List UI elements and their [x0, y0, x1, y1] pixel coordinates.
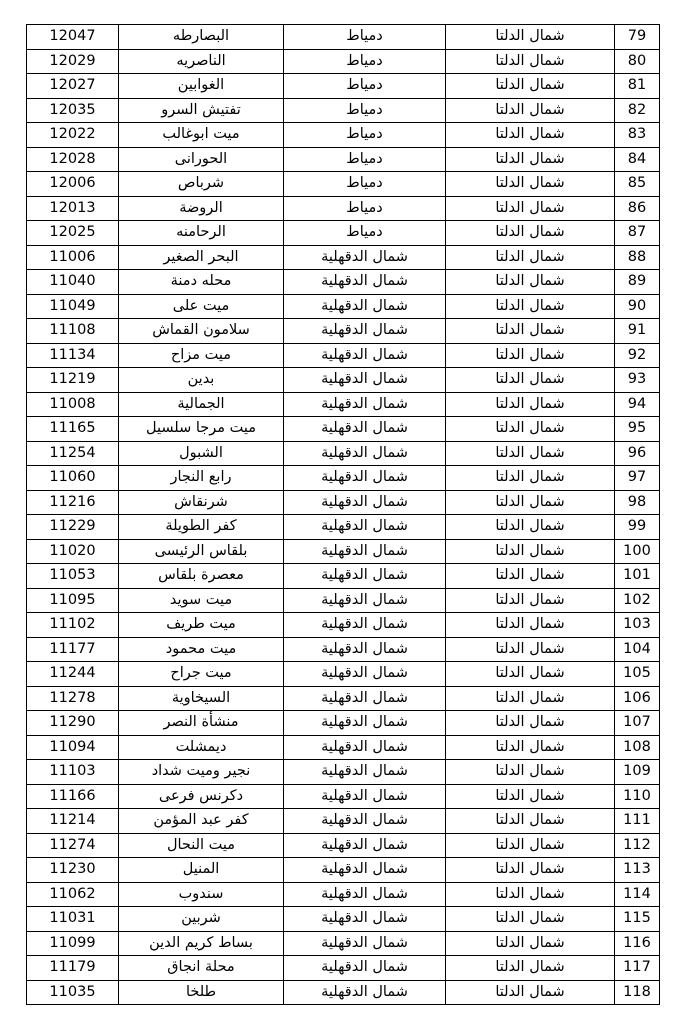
- table-row: [27, 809, 660, 834]
- locations-table: [26, 24, 660, 1005]
- table-row: [27, 270, 660, 295]
- cell-name: نجير وميت شداد: [119, 760, 284, 785]
- table-row: [27, 319, 660, 344]
- cell-number: 99: [615, 515, 660, 540]
- cell-name: محله دمنة: [119, 270, 284, 295]
- cell-code: 11006: [27, 245, 119, 270]
- table-row: [27, 147, 660, 172]
- cell-code: 11177: [27, 637, 119, 662]
- cell-code: 11214: [27, 809, 119, 834]
- cell-number: 109: [615, 760, 660, 785]
- cell-code: 11040: [27, 270, 119, 295]
- cell-code: 11053: [27, 564, 119, 589]
- table-row: [27, 539, 660, 564]
- cell-region: شمال الدلتا: [446, 123, 615, 148]
- table-row: [27, 956, 660, 981]
- cell-number: 97: [615, 466, 660, 491]
- cell-name: بساط كريم الدين: [119, 931, 284, 956]
- cell-governorate: شمال الدقهلية: [284, 784, 446, 809]
- cell-name: الناصريه: [119, 49, 284, 74]
- cell-code: 11179: [27, 956, 119, 981]
- cell-governorate: شمال الدقهلية: [284, 637, 446, 662]
- cell-code: 11102: [27, 613, 119, 638]
- table-row: [27, 196, 660, 221]
- cell-governorate: شمال الدقهلية: [284, 613, 446, 638]
- cell-name: دكرنس فرعى: [119, 784, 284, 809]
- cell-governorate: شمال الدقهلية: [284, 515, 446, 540]
- cell-region: شمال الدلتا: [446, 74, 615, 99]
- cell-number: 117: [615, 956, 660, 981]
- cell-region: شمال الدلتا: [446, 956, 615, 981]
- cell-name: شرنقاش: [119, 490, 284, 515]
- table-row: [27, 784, 660, 809]
- cell-region: شمال الدلتا: [446, 294, 615, 319]
- table-row: [27, 49, 660, 74]
- cell-governorate: شمال الدقهلية: [284, 441, 446, 466]
- cell-governorate: شمال الدقهلية: [284, 809, 446, 834]
- cell-region: شمال الدلتا: [446, 490, 615, 515]
- cell-region: شمال الدلتا: [446, 833, 615, 858]
- cell-code: 12029: [27, 49, 119, 74]
- cell-number: 111: [615, 809, 660, 834]
- cell-number: 110: [615, 784, 660, 809]
- cell-name: ميت النحال: [119, 833, 284, 858]
- cell-name: تفتيش السرو: [119, 98, 284, 123]
- cell-name: رابع النجار: [119, 466, 284, 491]
- cell-number: 82: [615, 98, 660, 123]
- cell-name: ميت طريف: [119, 613, 284, 638]
- cell-number: 106: [615, 686, 660, 711]
- cell-code: 12028: [27, 147, 119, 172]
- cell-region: شمال الدلتا: [446, 809, 615, 834]
- cell-region: شمال الدلتا: [446, 613, 615, 638]
- cell-code: 12022: [27, 123, 119, 148]
- cell-name: ميت سويد: [119, 588, 284, 613]
- cell-number: 98: [615, 490, 660, 515]
- cell-region: شمال الدلتا: [446, 931, 615, 956]
- cell-name: ميت ابوغالب: [119, 123, 284, 148]
- cell-name: البصارطه: [119, 25, 284, 50]
- table-row: [27, 907, 660, 932]
- cell-code: 11108: [27, 319, 119, 344]
- cell-governorate: شمال الدقهلية: [284, 245, 446, 270]
- table-row: [27, 711, 660, 736]
- cell-code: 11274: [27, 833, 119, 858]
- cell-name: البحر الصغير: [119, 245, 284, 270]
- cell-governorate: شمال الدقهلية: [284, 980, 446, 1005]
- cell-name: منشأة النصر: [119, 711, 284, 736]
- cell-name: سندوب: [119, 882, 284, 907]
- cell-name: المنيل: [119, 858, 284, 883]
- cell-number: 91: [615, 319, 660, 344]
- cell-name: محلة انجاق: [119, 956, 284, 981]
- cell-code: 11254: [27, 441, 119, 466]
- cell-name: كفر الطويلة: [119, 515, 284, 540]
- cell-code: 11216: [27, 490, 119, 515]
- cell-number: 83: [615, 123, 660, 148]
- cell-region: شمال الدلتا: [446, 147, 615, 172]
- cell-number: 101: [615, 564, 660, 589]
- cell-number: 84: [615, 147, 660, 172]
- cell-region: شمال الدلتا: [446, 882, 615, 907]
- table-row: [27, 686, 660, 711]
- table-body: [27, 25, 660, 1005]
- table-row: [27, 980, 660, 1005]
- cell-region: شمال الدلتا: [446, 392, 615, 417]
- cell-code: 11219: [27, 368, 119, 393]
- cell-region: شمال الدلتا: [446, 221, 615, 246]
- cell-governorate: دمياط: [284, 74, 446, 99]
- cell-number: 86: [615, 196, 660, 221]
- cell-governorate: شمال الدقهلية: [284, 735, 446, 760]
- cell-code: 12025: [27, 221, 119, 246]
- table-row: [27, 882, 660, 907]
- cell-code: 11094: [27, 735, 119, 760]
- cell-code: 11230: [27, 858, 119, 883]
- cell-name: الرحامنه: [119, 221, 284, 246]
- cell-number: 85: [615, 172, 660, 197]
- table-row: [27, 735, 660, 760]
- cell-governorate: شمال الدقهلية: [284, 931, 446, 956]
- cell-governorate: دمياط: [284, 147, 446, 172]
- table-row: [27, 123, 660, 148]
- table-row: [27, 637, 660, 662]
- cell-name: ميت جراح: [119, 662, 284, 687]
- cell-region: شمال الدلتا: [446, 858, 615, 883]
- cell-governorate: دمياط: [284, 25, 446, 50]
- table-row: [27, 588, 660, 613]
- table-row: [27, 25, 660, 50]
- cell-name: كفر عبد المؤمن: [119, 809, 284, 834]
- table-row: [27, 760, 660, 785]
- cell-name: ديمشلت: [119, 735, 284, 760]
- table-row: [27, 221, 660, 246]
- cell-code: 11095: [27, 588, 119, 613]
- cell-governorate: شمال الدقهلية: [284, 294, 446, 319]
- cell-governorate: شمال الدقهلية: [284, 907, 446, 932]
- cell-governorate: دمياط: [284, 49, 446, 74]
- cell-number: 92: [615, 343, 660, 368]
- cell-name: ميت محمود: [119, 637, 284, 662]
- cell-region: شمال الدلتا: [446, 343, 615, 368]
- cell-region: شمال الدلتا: [446, 172, 615, 197]
- cell-number: 113: [615, 858, 660, 883]
- cell-name: شربين: [119, 907, 284, 932]
- cell-governorate: شمال الدقهلية: [284, 956, 446, 981]
- cell-number: 94: [615, 392, 660, 417]
- cell-name: شرباص: [119, 172, 284, 197]
- cell-governorate: شمال الدقهلية: [284, 368, 446, 393]
- cell-governorate: شمال الدقهلية: [284, 392, 446, 417]
- cell-name: ميت على: [119, 294, 284, 319]
- cell-governorate: دمياط: [284, 196, 446, 221]
- cell-region: شمال الدلتا: [446, 686, 615, 711]
- cell-governorate: شمال الدقهلية: [284, 760, 446, 785]
- cell-region: شمال الدلتا: [446, 564, 615, 589]
- cell-name: معصرة بلقاس: [119, 564, 284, 589]
- cell-number: 95: [615, 417, 660, 442]
- cell-code: 11166: [27, 784, 119, 809]
- cell-number: 87: [615, 221, 660, 246]
- cell-number: 100: [615, 539, 660, 564]
- table-row: [27, 490, 660, 515]
- table-row: [27, 564, 660, 589]
- cell-code: 12047: [27, 25, 119, 50]
- cell-governorate: شمال الدقهلية: [284, 417, 446, 442]
- cell-governorate: شمال الدقهلية: [284, 686, 446, 711]
- cell-name: الشبول: [119, 441, 284, 466]
- cell-number: 93: [615, 368, 660, 393]
- cell-code: 11020: [27, 539, 119, 564]
- cell-governorate: شمال الدقهلية: [284, 343, 446, 368]
- cell-region: شمال الدلتا: [446, 368, 615, 393]
- cell-governorate: شمال الدقهلية: [284, 882, 446, 907]
- cell-code: 12035: [27, 98, 119, 123]
- cell-governorate: شمال الدقهلية: [284, 858, 446, 883]
- cell-region: شمال الدلتا: [446, 25, 615, 50]
- cell-number: 103: [615, 613, 660, 638]
- table-row: [27, 74, 660, 99]
- cell-name: الروضة: [119, 196, 284, 221]
- cell-number: 81: [615, 74, 660, 99]
- cell-number: 90: [615, 294, 660, 319]
- cell-governorate: دمياط: [284, 123, 446, 148]
- cell-governorate: شمال الدقهلية: [284, 490, 446, 515]
- cell-code: 12013: [27, 196, 119, 221]
- cell-number: 107: [615, 711, 660, 736]
- table-row: [27, 392, 660, 417]
- cell-region: شمال الدلتا: [446, 49, 615, 74]
- cell-region: شمال الدلتا: [446, 711, 615, 736]
- cell-region: شمال الدلتا: [446, 98, 615, 123]
- cell-region: شمال الدلتا: [446, 784, 615, 809]
- table-row: [27, 245, 660, 270]
- cell-name: الحورانى: [119, 147, 284, 172]
- cell-region: شمال الدلتا: [446, 980, 615, 1005]
- cell-number: 108: [615, 735, 660, 760]
- cell-number: 105: [615, 662, 660, 687]
- cell-name: بدين: [119, 368, 284, 393]
- table-row: [27, 343, 660, 368]
- cell-region: شمال الدلتا: [446, 319, 615, 344]
- cell-code: 11278: [27, 686, 119, 711]
- cell-governorate: دمياط: [284, 98, 446, 123]
- cell-code: 11062: [27, 882, 119, 907]
- table-row: [27, 662, 660, 687]
- cell-name: سلامون القماش: [119, 319, 284, 344]
- cell-region: شمال الدلتا: [446, 735, 615, 760]
- cell-governorate: دمياط: [284, 221, 446, 246]
- cell-region: شمال الدلتا: [446, 760, 615, 785]
- cell-code: 11031: [27, 907, 119, 932]
- cell-number: 102: [615, 588, 660, 613]
- cell-name: طلخا: [119, 980, 284, 1005]
- cell-region: شمال الدلتا: [446, 907, 615, 932]
- cell-governorate: شمال الدقهلية: [284, 662, 446, 687]
- cell-code: 11165: [27, 417, 119, 442]
- cell-governorate: شمال الدقهلية: [284, 466, 446, 491]
- cell-number: 80: [615, 49, 660, 74]
- cell-number: 116: [615, 931, 660, 956]
- cell-governorate: شمال الدقهلية: [284, 319, 446, 344]
- table-row: [27, 98, 660, 123]
- table-row: [27, 172, 660, 197]
- cell-code: 11049: [27, 294, 119, 319]
- cell-region: شمال الدلتا: [446, 196, 615, 221]
- table-row: [27, 441, 660, 466]
- table-row: [27, 931, 660, 956]
- cell-governorate: شمال الدقهلية: [284, 270, 446, 295]
- cell-code: 11134: [27, 343, 119, 368]
- cell-region: شمال الدلتا: [446, 417, 615, 442]
- cell-number: 115: [615, 907, 660, 932]
- cell-code: 11060: [27, 466, 119, 491]
- cell-governorate: شمال الدقهلية: [284, 539, 446, 564]
- cell-name: الغوابين: [119, 74, 284, 99]
- cell-governorate: شمال الدقهلية: [284, 588, 446, 613]
- cell-region: شمال الدلتا: [446, 539, 615, 564]
- cell-number: 118: [615, 980, 660, 1005]
- cell-code: 11103: [27, 760, 119, 785]
- cell-code: 11035: [27, 980, 119, 1005]
- cell-number: 89: [615, 270, 660, 295]
- cell-name: السيخاوية: [119, 686, 284, 711]
- table-row: [27, 294, 660, 319]
- cell-number: 114: [615, 882, 660, 907]
- cell-code: 11099: [27, 931, 119, 956]
- cell-code: 12027: [27, 74, 119, 99]
- cell-number: 79: [615, 25, 660, 50]
- cell-region: شمال الدلتا: [446, 441, 615, 466]
- cell-region: شمال الدلتا: [446, 245, 615, 270]
- table-row: [27, 466, 660, 491]
- cell-code: 11229: [27, 515, 119, 540]
- cell-code: 11008: [27, 392, 119, 417]
- cell-number: 88: [615, 245, 660, 270]
- cell-governorate: شمال الدقهلية: [284, 564, 446, 589]
- cell-number: 112: [615, 833, 660, 858]
- table-row: [27, 515, 660, 540]
- cell-region: شمال الدلتا: [446, 637, 615, 662]
- cell-number: 104: [615, 637, 660, 662]
- cell-region: شمال الدلتا: [446, 466, 615, 491]
- cell-name: ميت مزاح: [119, 343, 284, 368]
- cell-governorate: دمياط: [284, 172, 446, 197]
- table-row: [27, 417, 660, 442]
- cell-name: ميت مرجا سلسيل: [119, 417, 284, 442]
- cell-region: شمال الدلتا: [446, 515, 615, 540]
- cell-code: 11290: [27, 711, 119, 736]
- table-row: [27, 368, 660, 393]
- cell-governorate: شمال الدقهلية: [284, 711, 446, 736]
- cell-name: الجمالية: [119, 392, 284, 417]
- cell-region: شمال الدلتا: [446, 588, 615, 613]
- cell-governorate: شمال الدقهلية: [284, 833, 446, 858]
- cell-code: 12006: [27, 172, 119, 197]
- cell-region: شمال الدلتا: [446, 270, 615, 295]
- cell-name: بلقاس الرئيسى: [119, 539, 284, 564]
- cell-region: شمال الدلتا: [446, 662, 615, 687]
- table-row: [27, 833, 660, 858]
- table-row: [27, 613, 660, 638]
- cell-number: 96: [615, 441, 660, 466]
- table-row: [27, 858, 660, 883]
- cell-code: 11244: [27, 662, 119, 687]
